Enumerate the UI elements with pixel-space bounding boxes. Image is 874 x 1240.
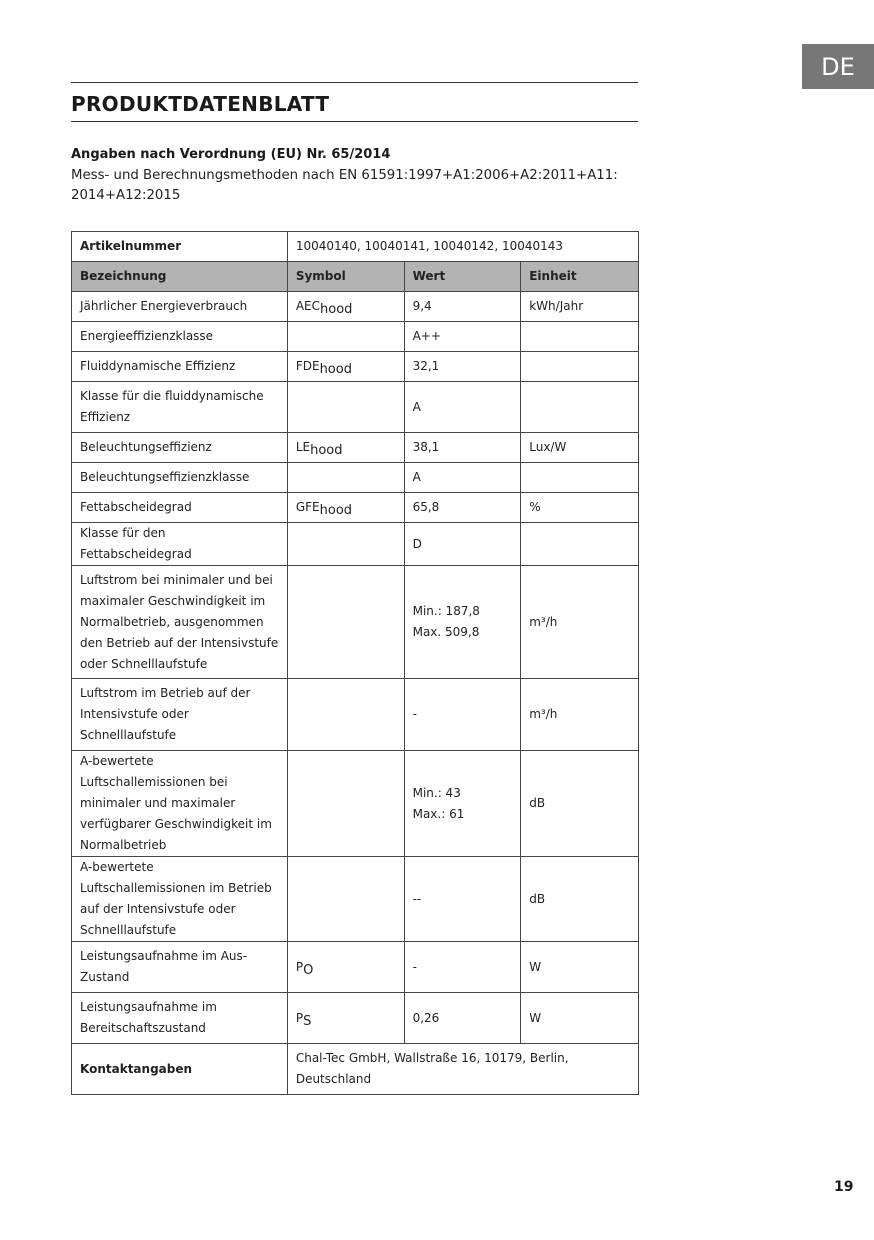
row-symbol	[287, 857, 404, 942]
row-unit: Lux/W	[521, 433, 639, 463]
table-header-row	[72, 262, 639, 292]
row-symbol	[287, 679, 404, 751]
row-unit	[521, 382, 639, 433]
row-value: D	[404, 523, 521, 566]
header-cell: Einheit	[521, 262, 639, 292]
row-label: Leistungsaufnahme im Bereitschaftszustand	[72, 993, 288, 1044]
row-unit	[521, 322, 639, 352]
row-value: A	[404, 463, 521, 493]
row-value: A++	[404, 322, 521, 352]
symbol-subscript: hood	[319, 362, 352, 377]
symbol-main: GFE	[295, 500, 320, 514]
row-symbol	[287, 382, 404, 433]
row-label: Luftstrom bei minimaler und bei maximaler Geschwindigkeit im Normalbetrieb, ausgenommen den Betrieb auf der Intensivstufe oder Schnelllaufstufe	[72, 566, 288, 679]
header-cell: Bezeichnung	[72, 262, 288, 292]
page-number: 19	[834, 1179, 854, 1195]
row-value: -	[404, 942, 521, 993]
row-label: Klasse für die fluiddynamische Effizienz	[72, 382, 288, 433]
product-data-table	[71, 231, 639, 1095]
table-row	[72, 382, 639, 433]
row-value: --	[404, 857, 521, 942]
row-symbol	[287, 292, 404, 322]
row-value: 0,26	[404, 993, 521, 1044]
value-line: Max. 509,8	[412, 625, 480, 639]
contact-value: Chal-Tec GmbH, Wallstraße 16, 10179, Berlin, Deutschland	[287, 1044, 638, 1095]
row-unit: W	[521, 942, 639, 993]
table-row	[72, 523, 639, 566]
row-symbol	[287, 493, 404, 523]
row-unit	[521, 463, 639, 493]
row-symbol	[287, 566, 404, 679]
page-title: PRODUKTDATENBLATT	[71, 92, 330, 116]
row-unit: W	[521, 993, 639, 1044]
row-value	[404, 566, 521, 679]
row-symbol	[287, 993, 404, 1044]
symbol-main: P	[295, 1010, 304, 1025]
row-label: A-bewertete Luftschallemissionen im Betrieb auf der Intensivstufe oder Schnelllaufstufe	[72, 857, 288, 942]
row-label: A-bewertete Luftschallemissionen bei minimaler und maximaler verfügbarer Geschwindigkeit im Normalbetrieb	[72, 751, 288, 857]
row-value: 38,1	[404, 433, 521, 463]
table-row	[72, 751, 639, 857]
title-rule-bottom	[71, 121, 638, 122]
article-row	[72, 232, 639, 262]
row-value: 32,1	[404, 352, 521, 382]
regulation-title: Angaben nach Verordnung (EU) Nr. 65/2014	[71, 147, 391, 162]
table-row	[72, 463, 639, 493]
value-line: Min.: 187,8	[412, 604, 480, 618]
row-value: 65,8	[404, 493, 521, 523]
row-symbol	[287, 751, 404, 857]
regulation-methods: Mess- und Berechnungsmethoden nach EN 61591:1997+A1:2006+A2:2011+A11: 2014+A12:2015	[71, 168, 618, 203]
row-label: Energieeffizienzklasse	[72, 322, 288, 352]
row-unit: %	[521, 493, 639, 523]
row-unit: dB	[521, 751, 639, 857]
table-row	[72, 292, 639, 322]
row-unit: kWh/Jahr	[521, 292, 639, 322]
row-label: Klasse für den Fettabscheidegrad	[72, 523, 288, 566]
table-row	[72, 322, 639, 352]
header-cell: Wert	[404, 262, 521, 292]
table-row	[72, 566, 639, 679]
contact-row	[72, 1044, 639, 1095]
symbol-subscript: hood	[319, 503, 353, 518]
symbol-subscript: hood	[320, 302, 353, 317]
row-label: Beleuchtungseffizienzklasse	[72, 463, 288, 493]
table-row	[72, 993, 639, 1044]
table-row	[72, 433, 639, 463]
table-row	[72, 942, 639, 993]
row-label: Leistungsaufnahme im Aus-Zustand	[72, 942, 288, 993]
row-symbol	[287, 322, 404, 352]
row-symbol	[287, 352, 404, 382]
table-row	[72, 679, 639, 751]
header-cell: Symbol	[287, 262, 404, 292]
row-unit	[521, 352, 639, 382]
row-value: A	[404, 382, 521, 433]
symbol-subscript: O	[303, 962, 314, 978]
row-symbol	[287, 433, 404, 463]
table-row	[72, 352, 639, 382]
symbol-subscript: S	[303, 1013, 312, 1029]
row-label: Fettabscheidegrad	[72, 493, 288, 523]
symbol-main: P	[295, 959, 304, 974]
row-unit: m³/h	[521, 566, 639, 679]
row-symbol	[287, 523, 404, 566]
row-unit: m³/h	[521, 679, 639, 751]
article-value: 10040140, 10040141, 10040142, 10040143	[287, 232, 638, 262]
symbol-main: LE	[295, 440, 311, 454]
row-value: -	[404, 679, 521, 751]
row-label: Beleuchtungseffizienz	[72, 433, 288, 463]
language-tab: DE	[802, 44, 874, 89]
symbol-subscript: hood	[310, 443, 343, 458]
row-symbol	[287, 942, 404, 993]
row-label: Jährlicher Energieverbrauch	[72, 292, 288, 322]
value-line: Min.: 43	[412, 785, 461, 800]
row-value	[404, 751, 521, 857]
contact-label: Kontaktangaben	[72, 1044, 288, 1095]
table-row	[72, 857, 639, 942]
article-label: Artikelnummer	[72, 232, 288, 262]
value-line: Max.: 61	[412, 806, 465, 821]
row-value: 9,4	[404, 292, 521, 322]
symbol-main: AEC	[295, 299, 320, 313]
symbol-main: FDE	[295, 359, 320, 373]
row-unit	[521, 523, 639, 566]
row-symbol	[287, 463, 404, 493]
table-row	[72, 493, 639, 523]
row-unit: dB	[521, 857, 639, 942]
title-rule-top	[71, 82, 638, 83]
row-label: Luftstrom im Betrieb auf der Intensivstufe oder Schnelllaufstufe	[72, 679, 288, 751]
row-label: Fluiddynamische Effizienz	[72, 352, 288, 382]
